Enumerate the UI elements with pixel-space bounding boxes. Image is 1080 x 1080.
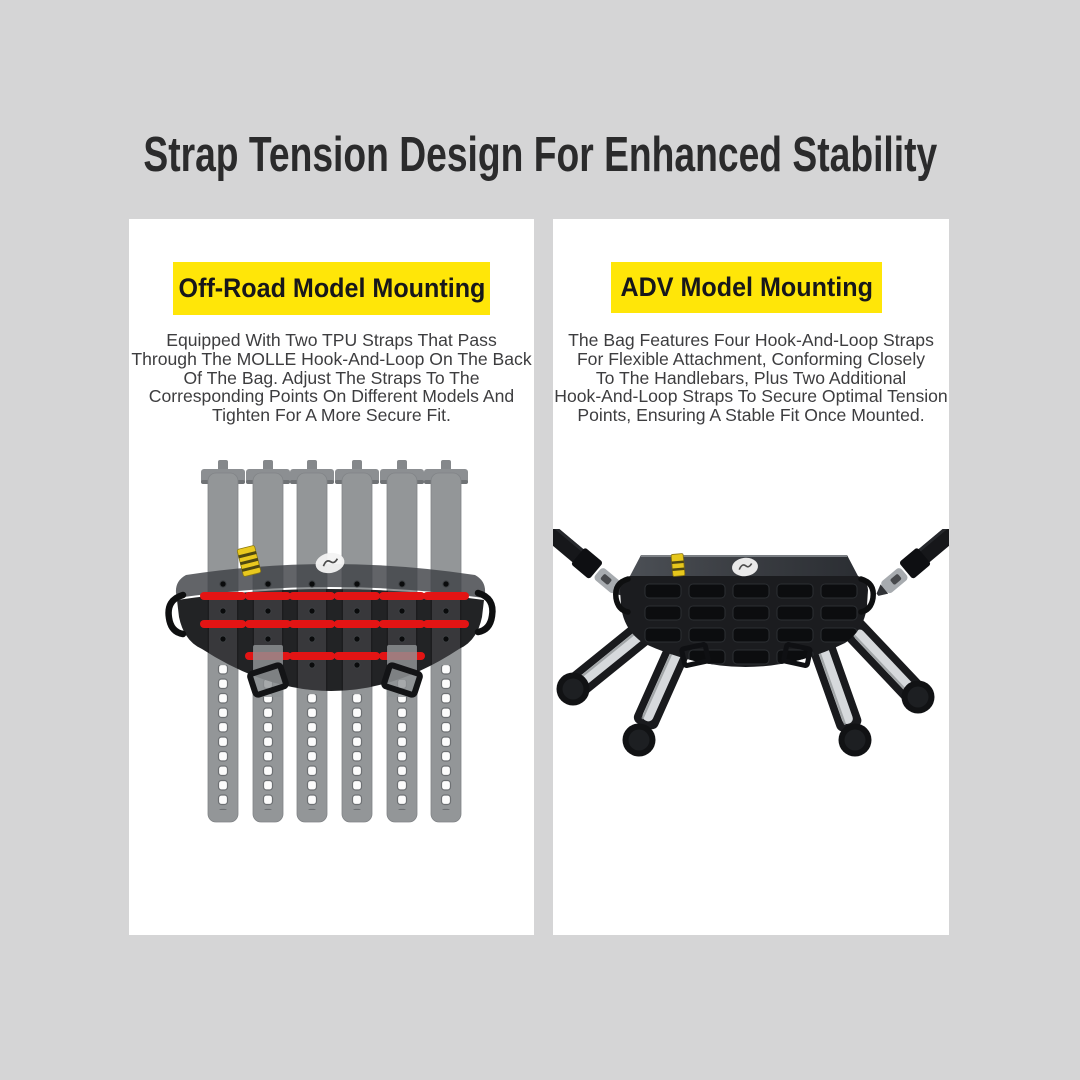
off-road-mounting-illustration xyxy=(129,459,534,859)
upper-buckle-strap xyxy=(553,529,632,603)
body-line: To The Handlebars, Plus Two Additional xyxy=(595,367,907,388)
body-line: Equipped With Two TPU Straps That Pass xyxy=(166,330,497,350)
page-title-text: Strap Tension Design For Enhanced Stability xyxy=(143,128,937,182)
heading-off-road: Off-Road Model Mounting xyxy=(178,273,485,303)
body-line: Hook-And-Loop Straps To Secure Optimal Tension xyxy=(554,386,948,407)
body-line: Tighten For A More Secure Fit. xyxy=(212,405,451,426)
body-line: For Flexible Attachment, Conforming Closely xyxy=(576,348,926,369)
heading-band-adv xyxy=(611,262,882,313)
upper-buckle-strap xyxy=(870,529,949,603)
body-line: Of The Bag. Adjust The Straps To The xyxy=(183,367,480,388)
body-line: Points, Ensuring A Stable Fit Once Mounted. xyxy=(577,405,925,426)
body-line: Through The MOLLE Hook-And-Loop On The Back xyxy=(131,348,532,369)
panel-off-road xyxy=(129,219,534,935)
yellow-tag xyxy=(671,554,685,577)
page-title xyxy=(0,127,1080,183)
panel-adv xyxy=(553,219,949,935)
body-line: The Bag Features Four Hook-And-Loop Straps xyxy=(568,330,934,350)
heading-adv: ADV Model Mounting xyxy=(620,272,873,302)
adv-mounting-illustration xyxy=(553,529,949,779)
heading-band-off-road xyxy=(173,262,490,315)
body-line: Corresponding Points On Different Models And xyxy=(148,386,515,407)
body-off-road xyxy=(129,331,534,425)
body-adv xyxy=(553,331,949,425)
